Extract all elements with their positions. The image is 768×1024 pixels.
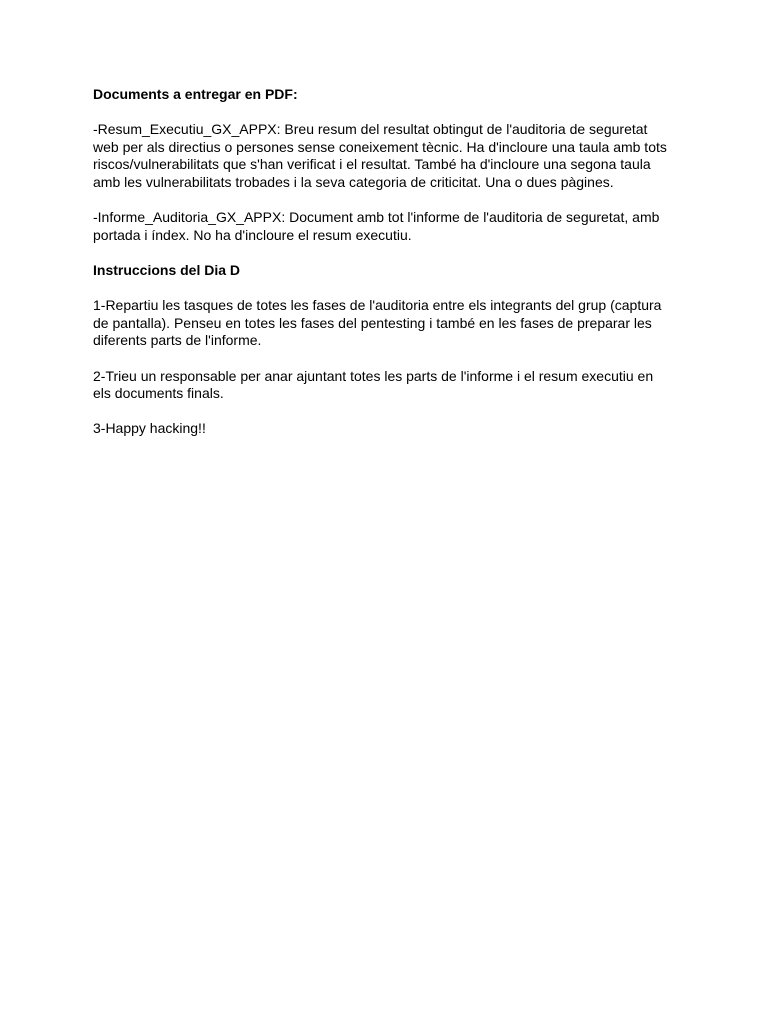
instructions-heading: Instruccions del Dia D [93, 261, 241, 278]
resum-executiu-paragraph: -Resum_Executiu_GX_APPX: Breu resum del resultat obtingut de l'auditoria de seguretat web per als directius o persones sense coneixement tècnic. Ha d'incloure una taula amb tots riscos/vulnerabilitats que s'han verificat i el resultat. També ha d'incloure una segona taula amb les vulnerabilitats trobades i la seva categoria de criticitat. Una o dues pàgines. [93, 121, 667, 190]
deliverables-heading: Documents a entregar en PDF: [93, 86, 298, 102]
instruction-step-1: 1-Repartiu les tasques de totes les fases de l'auditoria entre els integrants del grup (captura de pantalla). Penseu en totes les fases del pentesting i també en les fases de preparar les diferents parts de l'informe. [93, 297, 662, 349]
informe-auditoria-paragraph: -Informe_Auditoria_GX_APPX: Document amb tot l'informe de l'auditoria de seguretat, amb portada i índex. No ha d'incloure el resum executiu. [93, 209, 660, 243]
instruction-step-2: 2-Trieu un responsable per anar ajuntant totes les parts de l'informe i el resum executiu en els documents finals. [93, 367, 654, 402]
document-page [93, 86, 683, 438]
instruction-step-3: 3-Happy hacking!! [93, 420, 206, 437]
